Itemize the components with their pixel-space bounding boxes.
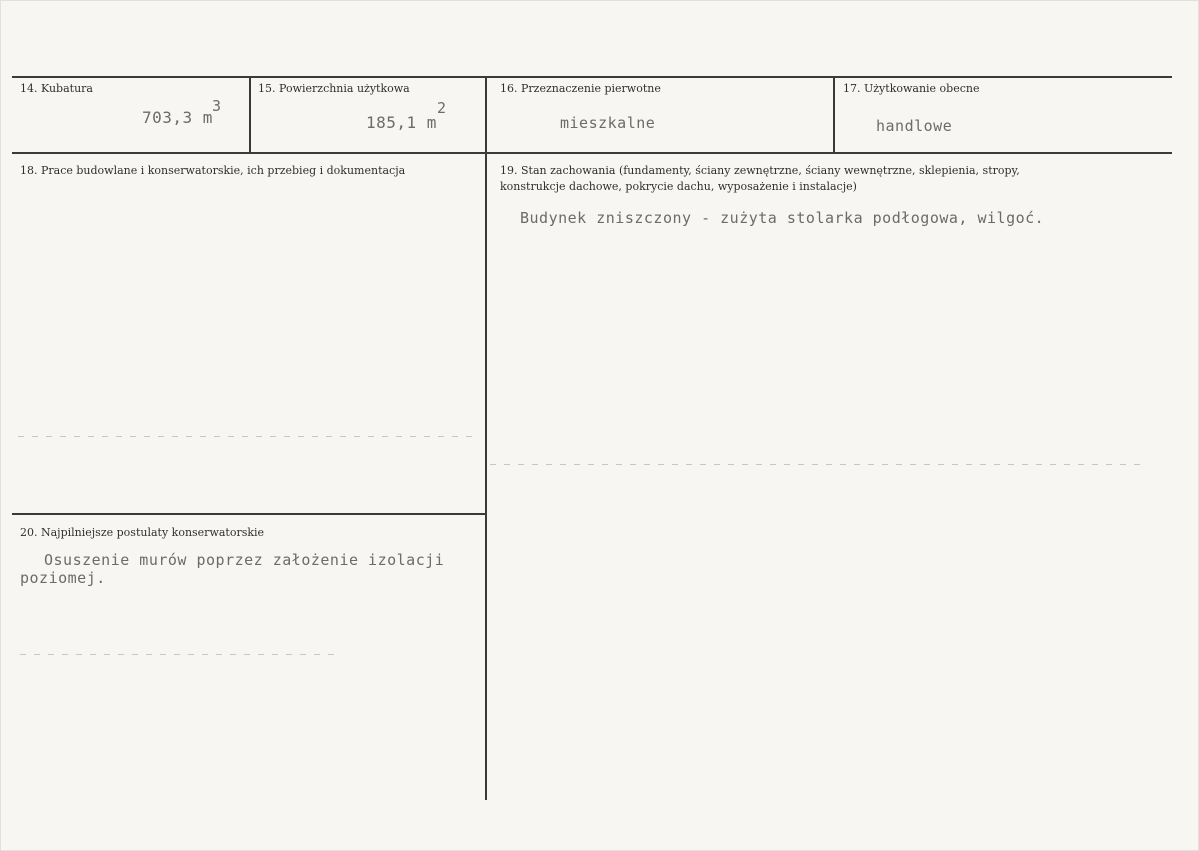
przeznaczenie-value: mieszkalne (560, 114, 656, 132)
stan-value: Budynek zniszczony - zużyta stolarka podłogowa, wilgoć. (520, 209, 1045, 227)
stan-label-line2: konstrukcje dachowe, pokrycie dachu, wyposażenie i instalacje) (500, 180, 857, 193)
postulaty-value-line1: Osuszenie murów poprzez założenie izolacji (44, 551, 445, 569)
kubatura-label: 14. Kubatura (20, 82, 93, 95)
przeznaczenie-label: 16. Przeznaczenie pierwotne (500, 82, 661, 95)
postulaty-value-line2: poziomej. (20, 569, 106, 587)
postulaty-label: 20. Najpilniejsze postulaty konserwatorskie (20, 526, 265, 539)
stan-label-line1: 19. Stan zachowania (fundamenty, ściany zewnętrzne, ściany wewnętrzne, sklepienia, stropy, (500, 164, 1020, 177)
uzytkowanie-label: 17. Użytkowanie obecne (843, 82, 980, 95)
powierzchnia-unit-exponent: 2 (437, 99, 447, 117)
kubatura-value: 703,3 m (142, 108, 213, 127)
divider-14-15 (249, 76, 251, 154)
top-rule (12, 76, 1172, 78)
powierzchnia-value: 185,1 m (366, 113, 437, 132)
kubatura-unit-exponent: 3 (212, 97, 222, 115)
uzytkowanie-value: handlowe (876, 117, 953, 135)
faint-line (490, 464, 1140, 465)
section20-top-rule (12, 513, 486, 515)
faint-line (18, 436, 478, 437)
powierzchnia-label: 15. Powierzchnia użytkowa (258, 82, 410, 95)
divider-15-16 (485, 76, 487, 800)
faint-line (20, 654, 340, 655)
row1-bottom-rule (12, 152, 1172, 154)
divider-16-17 (833, 76, 835, 154)
prace-label: 18. Prace budowlane i konserwatorskie, ich przebieg i dokumentacja (20, 164, 406, 177)
